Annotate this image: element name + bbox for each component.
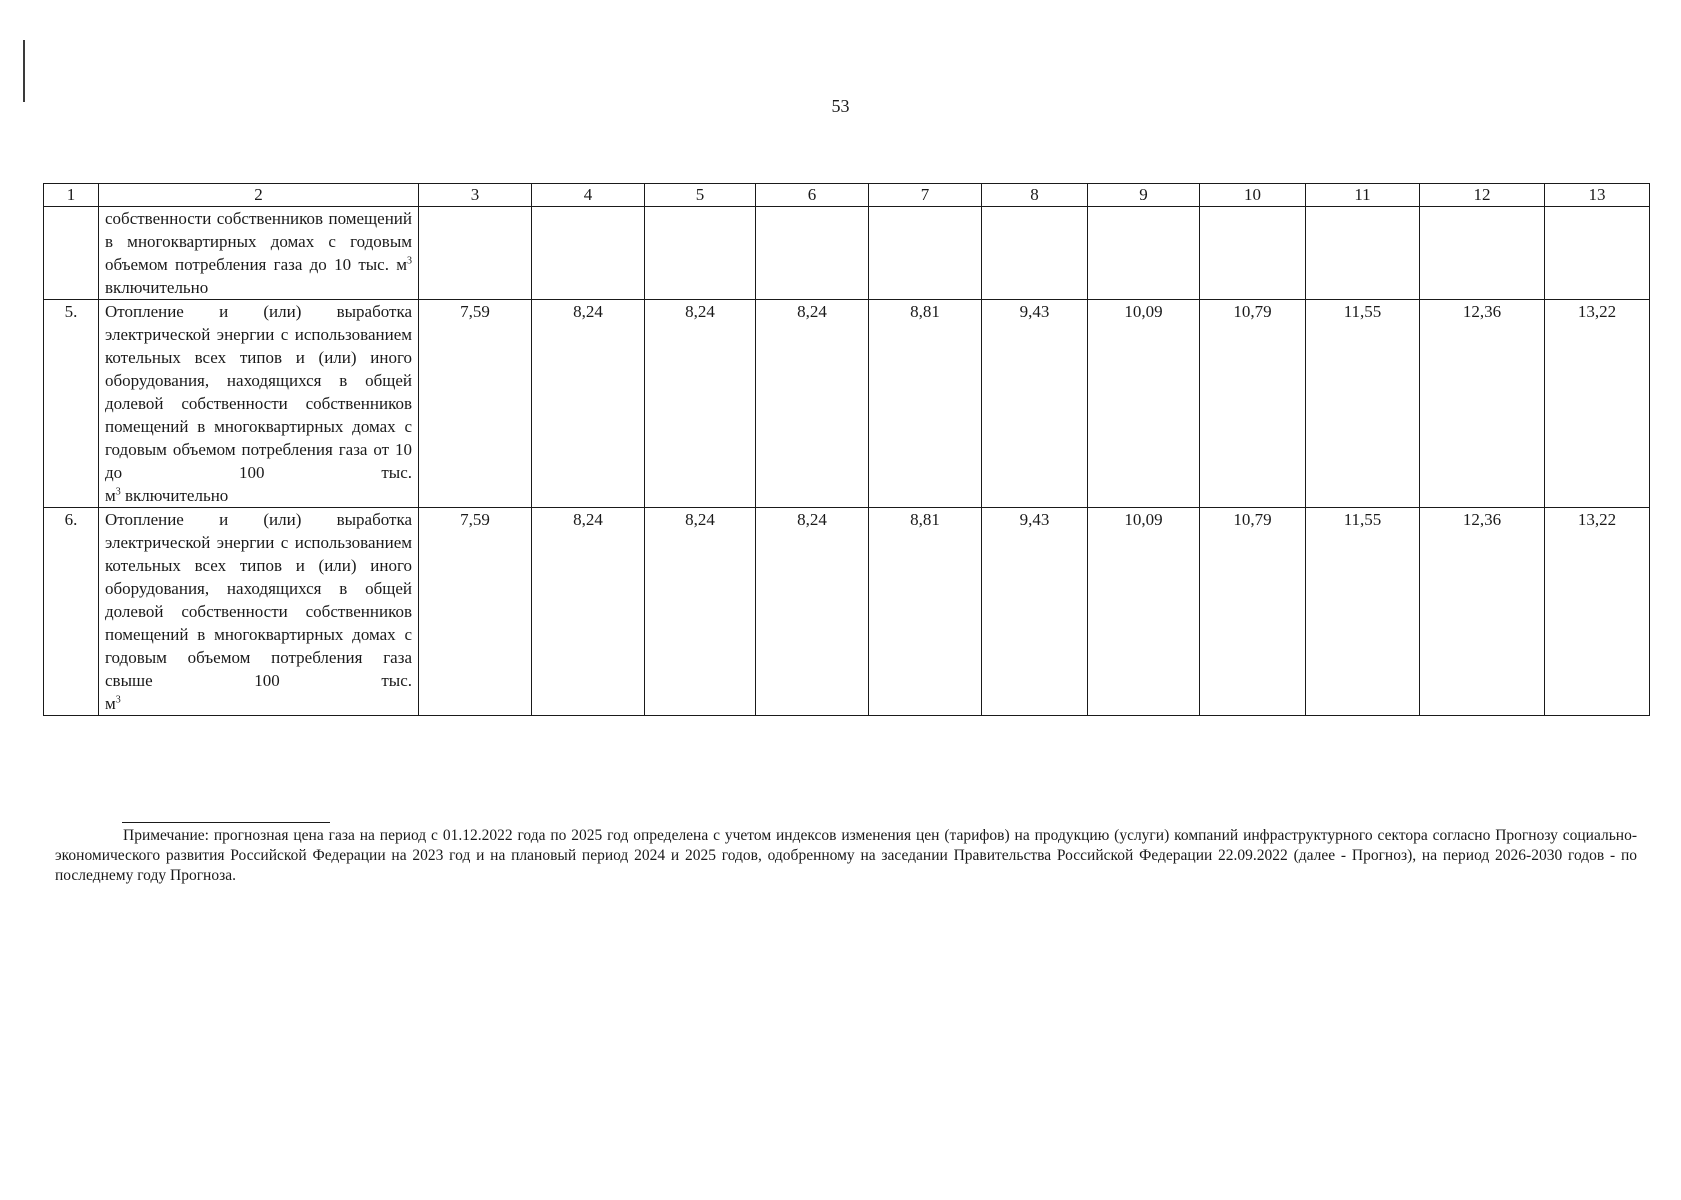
column-header: 13 [1545, 184, 1650, 207]
value-cell: 12,36 [1420, 300, 1545, 508]
value-cell: 8,24 [756, 300, 869, 508]
column-header: 2 [99, 184, 419, 207]
value-cell [645, 207, 756, 300]
gas-price-table [43, 183, 1650, 716]
footnote-note: Примечание: прогнозная цена газа на период с 01.12.2022 года по 2025 год определена с учетом индексов изменения цен (тарифов) на продукцию (услуги) компаний инфраструктурного сектора согласно Прогнозу социально-экономического развития Российской Федерации на 2023 год и на плановый период 2024 и 2025 годов, одобренному на заседании Правительства Российской Федерации 22.09.2022 (далее - Прогноз), на период 2026-2030 годов - по последнему году Прогноза. [55, 827, 1637, 884]
column-header: 5 [645, 184, 756, 207]
row-number-cell: 6. [44, 508, 99, 716]
value-cell: 7,59 [419, 508, 532, 716]
value-cell: 8,24 [645, 508, 756, 716]
description-line: собственности собственников [105, 209, 324, 228]
row-description-cell [99, 207, 419, 300]
table-row-continuation [44, 207, 1650, 300]
row-description-cell [99, 300, 419, 508]
superscript-3: 3 [115, 486, 121, 498]
column-header: 10 [1200, 184, 1306, 207]
value-cell: 9,43 [982, 300, 1088, 508]
value-cell: 10,09 [1088, 508, 1200, 716]
value-cell [419, 207, 532, 300]
value-cell: 7,59 [419, 300, 532, 508]
value-cell [1088, 207, 1200, 300]
footnote-separator [122, 822, 330, 823]
column-header: 4 [532, 184, 645, 207]
table-row-6 [44, 508, 1650, 716]
value-cell: 9,43 [982, 508, 1088, 716]
description-line: домах с годовым объемом [105, 232, 412, 274]
scan-edge-mark [23, 40, 25, 102]
column-header: 6 [756, 184, 869, 207]
header-row [44, 184, 1650, 207]
column-header: 7 [869, 184, 982, 207]
value-cell [1420, 207, 1545, 300]
value-cell: 8,24 [645, 300, 756, 508]
description-last-line [105, 484, 412, 507]
table-row-5 [44, 300, 1650, 508]
value-cell [982, 207, 1088, 300]
value-cell [1545, 207, 1650, 300]
unit-text: м [105, 694, 116, 713]
value-cell: 8,81 [869, 300, 982, 508]
column-header: 12 [1420, 184, 1545, 207]
value-cell [532, 207, 645, 300]
value-cell [1200, 207, 1306, 300]
value-cell: 11,55 [1306, 300, 1420, 508]
description-line: включительно [105, 278, 209, 297]
value-cell: 13,22 [1545, 508, 1650, 716]
value-cell: 10,79 [1200, 300, 1306, 508]
value-cell [869, 207, 982, 300]
description-line: потребления газа до 10 тыс. м [175, 255, 407, 274]
column-header: 8 [982, 184, 1088, 207]
value-cell: 8,24 [532, 300, 645, 508]
unit-text: м [105, 486, 116, 505]
description-text: Отопление и (или) выработка электрической энергии с использованием котельных всех типов и (или) иного оборудования, находящихся в общей долевой собственности собственников помещений в многоквартирных домах с годовым объемом потребления газа от 10 до 100 тыс. [105, 302, 412, 482]
column-header: 11 [1306, 184, 1420, 207]
value-cell: 12,36 [1420, 508, 1545, 716]
value-cell: 8,24 [756, 508, 869, 716]
description-line: помещений в многоквартирных [105, 209, 412, 251]
description-last-line [105, 692, 412, 715]
row-number-cell [44, 207, 99, 300]
column-header: 3 [419, 184, 532, 207]
description-tail: включительно [120, 486, 229, 505]
page-number: 53 [831, 96, 850, 116]
value-cell: 11,55 [1306, 508, 1420, 716]
value-cell: 13,22 [1545, 300, 1650, 508]
description-text: Отопление и (или) выработка электрической энергии с использованием котельных всех типов и (или) иного оборудования, находящихся в общей долевой собственности собственников помещений в многоквартирных домах с годовым объемом потребления газа свыше 100 тыс. [105, 510, 412, 690]
row-number-cell: 5. [44, 300, 99, 508]
column-header: 9 [1088, 184, 1200, 207]
superscript-3: 3 [407, 255, 412, 267]
value-cell [756, 207, 869, 300]
row-description-cell [99, 508, 419, 716]
value-cell: 8,24 [532, 508, 645, 716]
superscript-3: 3 [115, 694, 121, 706]
value-cell: 8,81 [869, 508, 982, 716]
value-cell: 10,79 [1200, 508, 1306, 716]
value-cell [1306, 207, 1420, 300]
column-header: 1 [44, 184, 99, 207]
value-cell: 10,09 [1088, 300, 1200, 508]
